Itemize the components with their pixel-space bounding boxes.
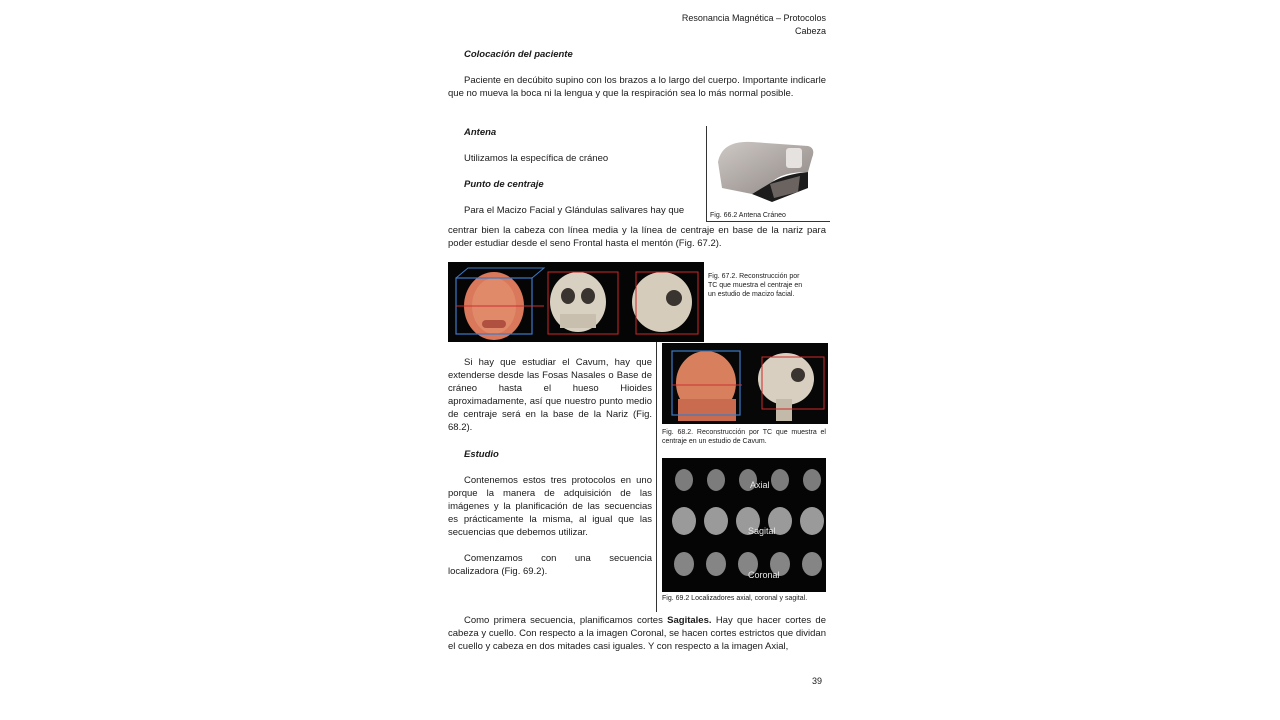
colocacion-paragraph: Paciente en decúbito supino con los brazos a lo largo del cuerpo. Importante indicarle que no mueva la boca ni la lengua y que la respiración sea lo más normal posible. [448, 75, 826, 99]
ct-face-reconstruction-image [448, 262, 704, 342]
sagital-label: Sagital [748, 526, 776, 536]
header-line-1: Resonancia Magnética – Protocolos [681, 13, 826, 23]
fig68-caption: Fig. 68.2. Reconstrucción por TC que muestra el centraje en un estudio de Cavum. [662, 429, 826, 445]
fig67-caption: Fig. 67.2. Reconstrucción por TC que muestra el centraje en un estudio de macizo facial. [708, 273, 803, 298]
ct-cavum-reconstruction-image [662, 343, 828, 424]
antenna-image [712, 132, 822, 208]
antena-paragraph: Utilizamos la específica de cráneo [464, 153, 609, 164]
axial-label: Axial [750, 480, 770, 490]
page-number: 39 [812, 676, 823, 686]
estudio-heading: Estudio [464, 449, 499, 460]
final-text-start: Como primera secuencia, planificamos cortes [464, 615, 668, 626]
final-paragraph [448, 614, 826, 653]
final-text-bold: Sagitales. [667, 615, 712, 626]
comenzamos-paragraph: Comenzamos con una secuencia localizadora (Fig. 69.2). [448, 553, 652, 577]
centraje-heading: Punto de centraje [464, 179, 544, 190]
header-line-2: Cabeza [794, 26, 826, 36]
figure-border-left [706, 126, 707, 222]
fig69-caption: Fig. 69.2 Localizadores axial, coronal y sagital. [662, 595, 808, 602]
column-separator [656, 342, 657, 612]
cavum-paragraph: Si hay que estudiar el Cavum, hay que extenderse desde las Fosas Nasales o Base de cráneo hasta el hueso Hioides aproximadamente, así que nuestro punto medio de centraje será en la base de la Nariz (Fig. 68.2). [448, 357, 652, 433]
running-header [526, 12, 826, 38]
centraje-paragraph-cont: centrar bien la cabeza con línea media y la línea de centraje en base de la nariz para poder estudiar desde el seno Frontal hasta el mentón (Fig. 67.2). [448, 225, 826, 249]
estudio-paragraph: Contenemos estos tres protocolos en uno porque la manera de adquisición de las imágenes y la planificación de las secuencias es prácticamente la misma, al igual que las secuencias que debemos utilizar. [448, 475, 652, 538]
antena-heading: Antena [464, 127, 497, 138]
fig66-caption: Fig. 66.2 Antena Cráneo [710, 212, 786, 219]
mri-localizers-image [662, 458, 826, 592]
colocacion-heading: Colocación del paciente [464, 49, 573, 60]
final-text-end: Hay que hacer cortes de cabeza y cuello. Con respecto a la imagen Coronal, se hacen cortes estrictos que dividan el cuello y cabeza en dos mitades casi iguales. Y con respecto a la imagen Axial, [448, 615, 826, 652]
coronal-label: Coronal [748, 570, 780, 580]
centraje-paragraph-start: Para el Macizo Facial y Glándulas salivares hay que [464, 205, 685, 216]
figure-border-bottom [706, 221, 830, 222]
